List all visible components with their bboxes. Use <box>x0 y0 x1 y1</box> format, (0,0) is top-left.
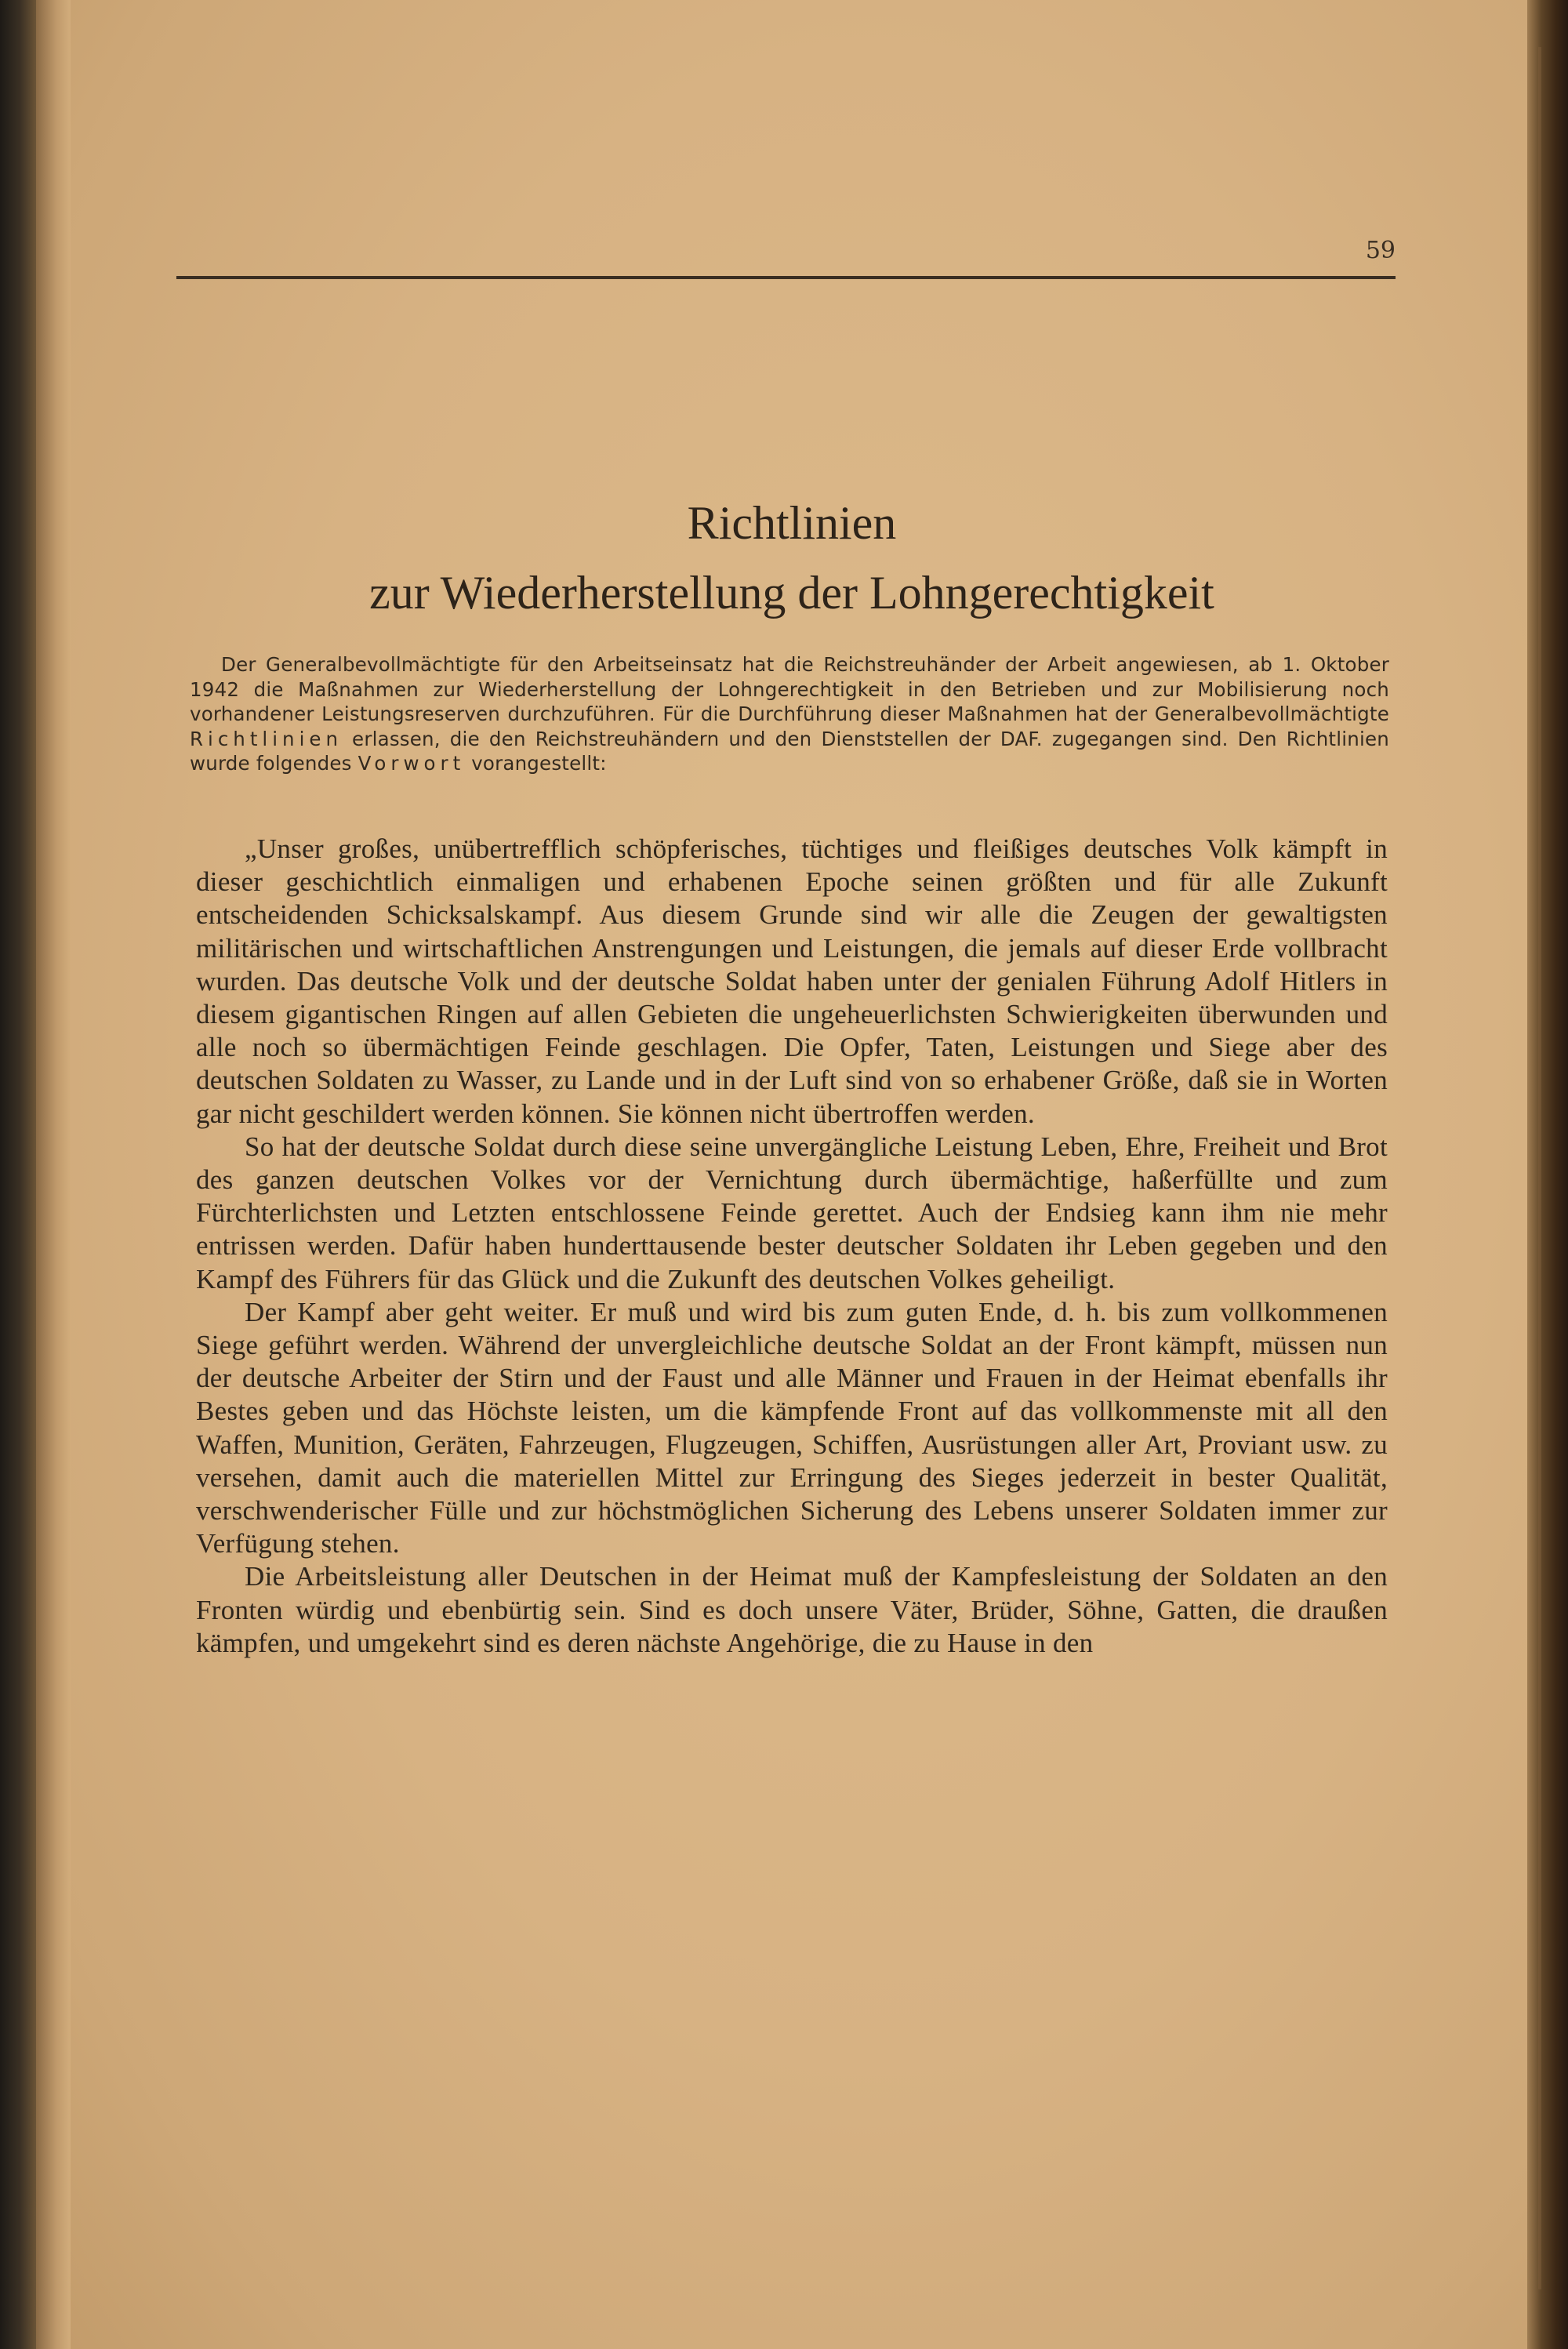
intro-text-1: Der Generalbevollmächtigte für den Arbeitseinsatz hat die Reichstreuhänder der Arbeit angewiesen, ab 1. Oktober 1942 die Maßnahmen zur Wiederherstellung der Lohngerechtigkeit in den Betrieben und zur Mobilisierung noch vorhandener Leistungsreserven durchzuführen. Für die Durchführung dieser Maßnahmen hat der Generalbevollmächtigte <box>190 653 1389 725</box>
page-number: 59 <box>1365 237 1396 264</box>
right-page-edge <box>1527 0 1568 2349</box>
page-subtitle: zur Wiederherstellung der Lohngerechtigkeit <box>369 567 1214 619</box>
intro-text-2: erlassen, die den Reichstreuhändern und den Dienststellen der DAF. zugegangen sind. Den Richtlinien wurde folgendes <box>190 727 1389 775</box>
book-page <box>71 0 1527 2349</box>
body-paragraph: So hat der deutsche Soldat durch diese seine unvergängliche Leistung Leben, Ehre, Freiheit und Brot des ganzen deutschen Volkes vor der Vernichtung durch übermächtige, haßerfüllte und zum Fürchterlichsten und Letzten entschlossene Feinde gerettet. Auch der Endsieg kann ihm nie mehr entrissen werden. Dafür haben hunderttausende bester deutscher Soldaten ihr Leben gegeben und den Kampf des Führers für das Glück und die Zukunft des deutschen Volkes geheiligt. <box>196 1131 1388 1294</box>
book-gutter <box>36 0 71 2349</box>
intro-paragraph <box>190 652 1389 776</box>
intro-text-3: vorangestellt: <box>465 752 607 775</box>
page-title: Richtlinien <box>687 497 897 549</box>
body-paragraph: Die Arbeitsleistung aller Deutschen in der Heimat muß der Kampfesleistung der Soldaten an den Fronten würdig und ebenbürtig sein. Sind es doch unsere Väter, Brüder, Söhne, Gatten, die draußen kämpfen, und umgekehrt sind es deren nächste Angehörige, die zu Hause in den <box>196 1561 1388 1658</box>
intro-spaced-richtlinien: Richtlinien <box>190 727 343 750</box>
intro-spaced-vorwort: Vorwort <box>358 752 466 775</box>
body-paragraph: „Unser großes, unübertrefflich schöpferisches, tüchtiges und fleißiges deutsches Volk kämpft in dieser geschichtlich einmaligen und erhabenen Epoche seinen größten und für alle Zukunft entscheidenden Schicksalskampf. Aus diesem Grunde sind wir alle die Zeugen der gewaltigsten militärischen und wirtschaftlichen Anstrengungen und Leistungen, die jemals auf dieser Erde vollbracht wurden. Das deutsche Volk und der deutsche Soldat haben unter der genialen Führung Adolf Hitlers in diesem gigantischen Ringen auf allen Gebieten die ungeheuerlichsten Schwierigkeiten überwunden und alle noch so übermächtigen Feinde geschlagen. Die Opfer, Taten, Leistungen und Siege aber des deutschen Soldaten zu Wasser, zu Lande und in der Luft sind von so erhabener Größe, daß sie in Worten gar nicht geschildert werden können. Sie können nicht übertroffen werden. <box>196 833 1388 1129</box>
left-page-edge <box>0 0 36 2349</box>
body-paragraph: Der Kampf aber geht weiter. Er muß und wird bis zum guten Ende, d. h. bis zum vollkommenen Siege geführt werden. Während der unvergleichliche deutsche Soldat an der Front kämpft, müssen nun der deutsche Arbeiter der Stirn und der Faust und alle Männer und Frauen in der Heimat ebenfalls ihr Bestes geben und das Höchste leisten, um die kämpfende Front auf das vollkommenste mit all den Waffen, Munition, Geräten, Fahrzeugen, Flugzeugen, Schiffen, Ausrüstungen aller Art, Proviant usw. zu versehen, damit auch die materiellen Mittel zur Erringung des Sieges jederzeit in bester Qualität, verschwenderischer Fülle und zur höchstmöglichen Sicherung des Lebens unserer Soldaten immer zur Verfügung stehen. <box>196 1296 1388 1559</box>
body-text <box>196 833 1388 1660</box>
header-rule <box>176 276 1396 279</box>
